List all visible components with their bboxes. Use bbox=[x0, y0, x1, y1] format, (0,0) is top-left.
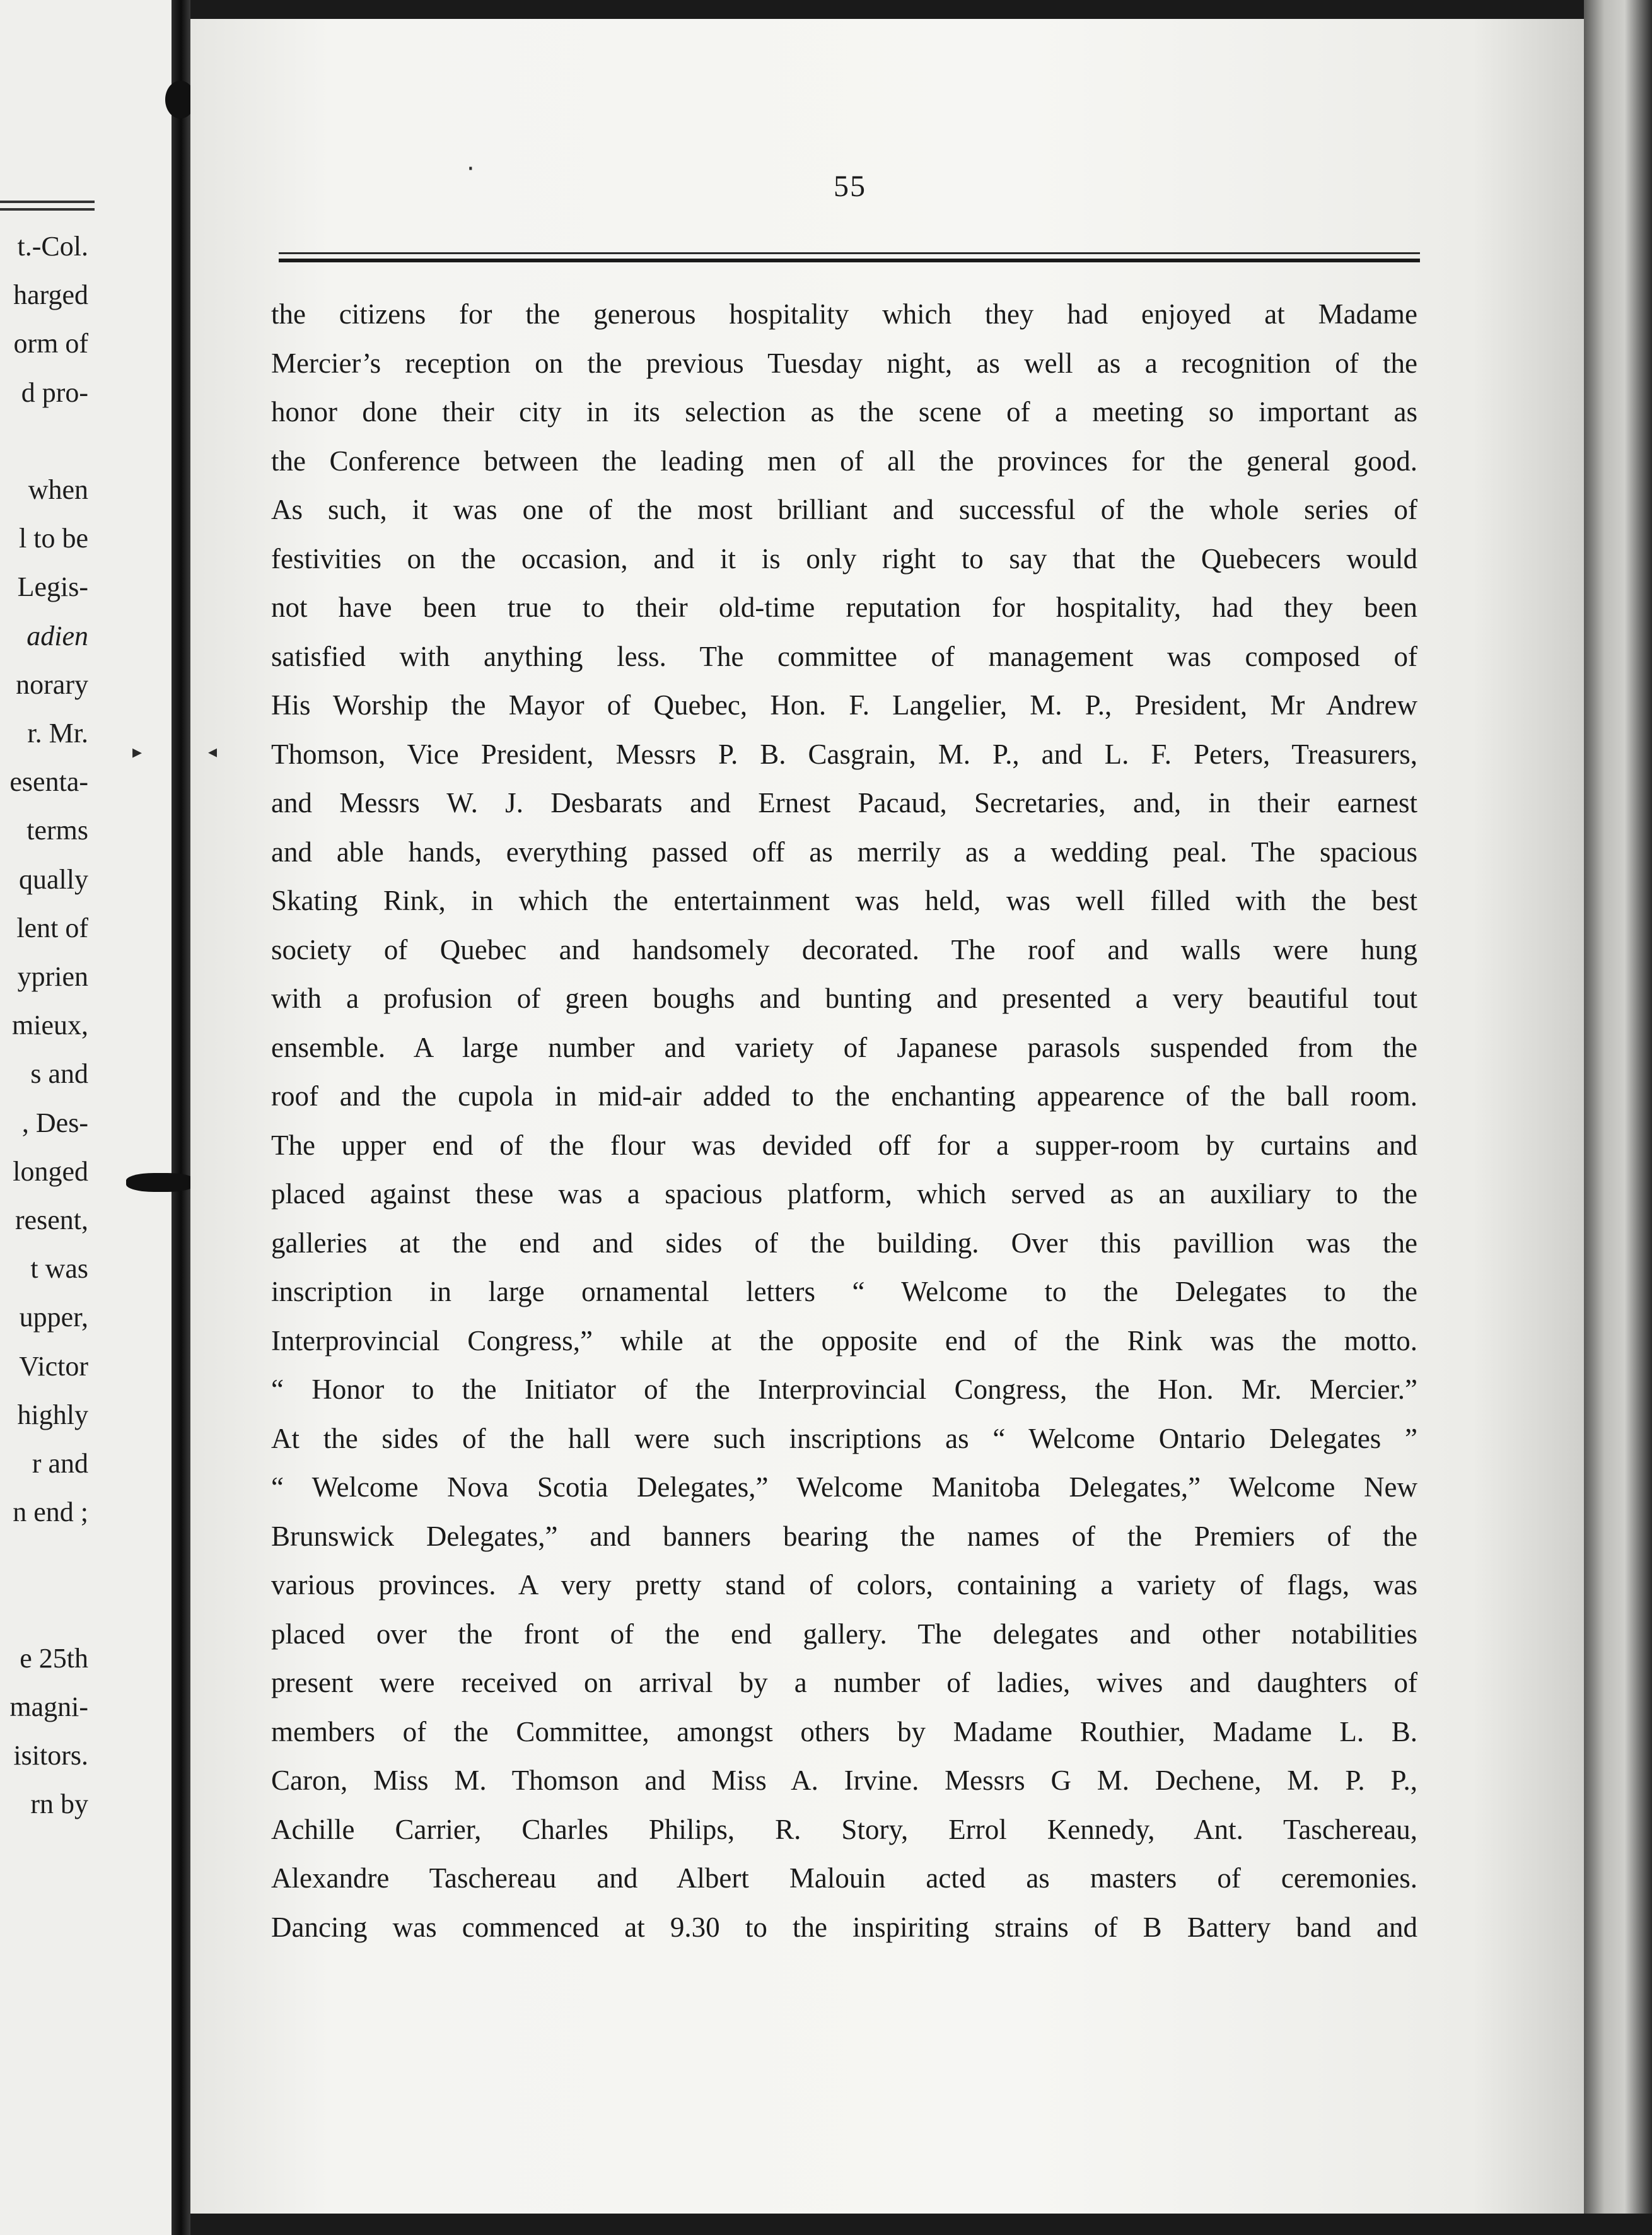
body-line: “ Honor to the Initiator of the Interprovincial Congress, the Hon. Mr. Mercier.” bbox=[271, 1374, 1417, 1405]
left-page-line: orm of bbox=[13, 328, 88, 359]
stray-mark: ◂ bbox=[208, 741, 218, 762]
body-line: At the sides of the hall were such inscriptions as “ Welcome Ontario Delegates ” bbox=[271, 1422, 1417, 1454]
body-line: festivities on the occasion, and it is only right to say that the Quebecers would bbox=[271, 542, 1417, 575]
left-page-rule bbox=[0, 208, 95, 211]
body-line: not have been true to their old-time reputation for hospitality, had they been bbox=[271, 592, 1417, 623]
page-number: 55 bbox=[834, 170, 866, 203]
left-page-line: r. Mr. bbox=[27, 718, 88, 749]
left-page-line: when bbox=[28, 474, 88, 505]
body-line: various provinces. A very pretty stand of colors, containing a variety of flags, was bbox=[271, 1569, 1417, 1601]
left-page-line: l to be bbox=[19, 523, 88, 554]
left-page-line: t was bbox=[30, 1253, 88, 1285]
left-page-line: d pro- bbox=[21, 376, 88, 408]
body-line: ensemble. A large number and variety of Japanese parasols suspended from the bbox=[271, 1031, 1417, 1063]
main-page bbox=[190, 19, 1584, 2214]
left-page-line: harged bbox=[13, 279, 88, 311]
body-line: His Worship the Mayor of Quebec, Hon. F. Langelier, M. P., President, Mr Andrew bbox=[271, 689, 1417, 721]
left-page-line: mieux, bbox=[12, 1010, 88, 1041]
body-line: the Conference between the leading men of all the provinces for the general good. bbox=[271, 445, 1417, 477]
body-line: society of Quebec and handsomely decorated. The roof and walls were hung bbox=[271, 933, 1417, 966]
body-line: and Messrs W. J. Desbarats and Ernest Pacaud, Secretaries, and, in their earnest bbox=[271, 787, 1417, 819]
stray-mark: ▸ bbox=[132, 741, 143, 763]
body-line: honor done their city in its selection as the scene of a meeting so important as bbox=[271, 396, 1417, 428]
body-line: Interprovincial Congress,” while at the opposite end of the Rink was the motto. bbox=[271, 1324, 1417, 1357]
header-rule bbox=[279, 252, 1420, 254]
body-line: present were received on arrival by a number of ladies, wives and daughters of bbox=[271, 1667, 1417, 1698]
body-line: placed over the front of the end gallery. The delegates and other notabilities bbox=[271, 1618, 1417, 1650]
left-page-line: n end ; bbox=[13, 1497, 88, 1528]
body-line: Brunswick Delegates,” and banners bearing the names of the Premiers of the bbox=[271, 1520, 1417, 1552]
left-page-line: yprien bbox=[17, 961, 88, 992]
body-line: Achille Carrier, Charles Philips, R. Story, Errol Kennedy, Ant. Taschereau, bbox=[271, 1813, 1417, 1845]
body-line: with a profusion of green boughs and bunting and presented a very beautiful tout bbox=[271, 983, 1417, 1014]
body-line: As such, it was one of the most brilliant and successful of the whole series of bbox=[271, 494, 1417, 525]
left-page-line: r and bbox=[32, 1448, 88, 1479]
left-page-line: Legis- bbox=[17, 571, 88, 603]
body-line: galleries at the end and sides of the building. Over this pavillion was the bbox=[271, 1227, 1417, 1259]
left-page-line: norary bbox=[16, 668, 88, 700]
body-line: placed against these was a spacious platform, which served as an auxiliary to the bbox=[271, 1178, 1417, 1210]
left-page-rule bbox=[0, 201, 95, 203]
left-page-line: lent of bbox=[16, 912, 88, 943]
body-line: Dancing was commenced at 9.30 to the inspiriting strains of B Battery band and bbox=[271, 1911, 1417, 1943]
left-page-line: t.-Col. bbox=[17, 231, 88, 262]
body-text bbox=[271, 290, 1417, 1952]
scan-border-bottom bbox=[190, 2214, 1652, 2235]
left-page-line: terms bbox=[26, 815, 88, 846]
left-page-line: esenta- bbox=[9, 766, 88, 798]
stray-mark: · bbox=[467, 155, 475, 184]
body-line: Thomson, Vice President, Messrs P. B. Casgrain, M. P., and L. F. Peters, Treasurers, bbox=[271, 738, 1417, 770]
left-page-line: resent, bbox=[15, 1205, 88, 1235]
book-gutter bbox=[172, 0, 190, 2235]
body-line: Alexandre Taschereau and Albert Malouin acted as masters of ceremonies. bbox=[271, 1862, 1417, 1894]
body-line: Caron, Miss M. Thomson and Miss A. Irvine. Messrs G M. Dechene, M. P. P., bbox=[271, 1765, 1417, 1796]
left-page-line: magni- bbox=[9, 1691, 88, 1722]
body-line: Skating Rink, in which the entertainment was held, was well filled with the best bbox=[271, 885, 1417, 916]
binding-thread bbox=[126, 1173, 195, 1192]
left-page-line: isitors. bbox=[13, 1740, 88, 1771]
header-rule bbox=[279, 259, 1420, 262]
left-page-line: , Des- bbox=[21, 1107, 88, 1138]
body-line: inscription in large ornamental letters “ Welcome to the Delegates to the bbox=[271, 1276, 1417, 1307]
left-page-line: longed bbox=[13, 1155, 88, 1187]
left-page-line: s and bbox=[30, 1058, 88, 1090]
body-line: and able hands, everything passed off as merrily as a wedding peal. The spacious bbox=[271, 836, 1417, 868]
body-line: satisfied with anything less. The committee of management was composed of bbox=[271, 640, 1417, 672]
left-page-line: qually bbox=[19, 863, 88, 895]
left-page-line: rn by bbox=[30, 1789, 88, 1820]
left-page-line: highly bbox=[17, 1399, 88, 1430]
body-line: Mercier’s reception on the previous Tuesday night, as well as a recognition of the bbox=[271, 347, 1417, 379]
page-right-edge bbox=[1584, 0, 1652, 2235]
body-line: the citizens for the generous hospitality which they had enjoyed at Madame bbox=[271, 298, 1417, 330]
left-page-line: e 25th bbox=[20, 1642, 88, 1674]
scan-border-top bbox=[190, 0, 1652, 19]
body-line: The upper end of the flour was devided off for a supper-room by curtains and bbox=[271, 1129, 1417, 1161]
left-page-line: upper, bbox=[19, 1302, 88, 1333]
body-line: members of the Committee, amongst others by Madame Routhier, Madame L. B. bbox=[271, 1715, 1417, 1748]
body-line: roof and the cupola in mid-air added to the enchanting appearence of the ball room. bbox=[271, 1080, 1417, 1112]
left-page-fragment bbox=[0, 0, 172, 2235]
body-line: “ Welcome Nova Scotia Delegates,” Welcome Manitoba Delegates,” Welcome New bbox=[271, 1471, 1417, 1503]
left-page-line: adien bbox=[26, 620, 88, 651]
left-page-line: Victor bbox=[19, 1350, 88, 1382]
